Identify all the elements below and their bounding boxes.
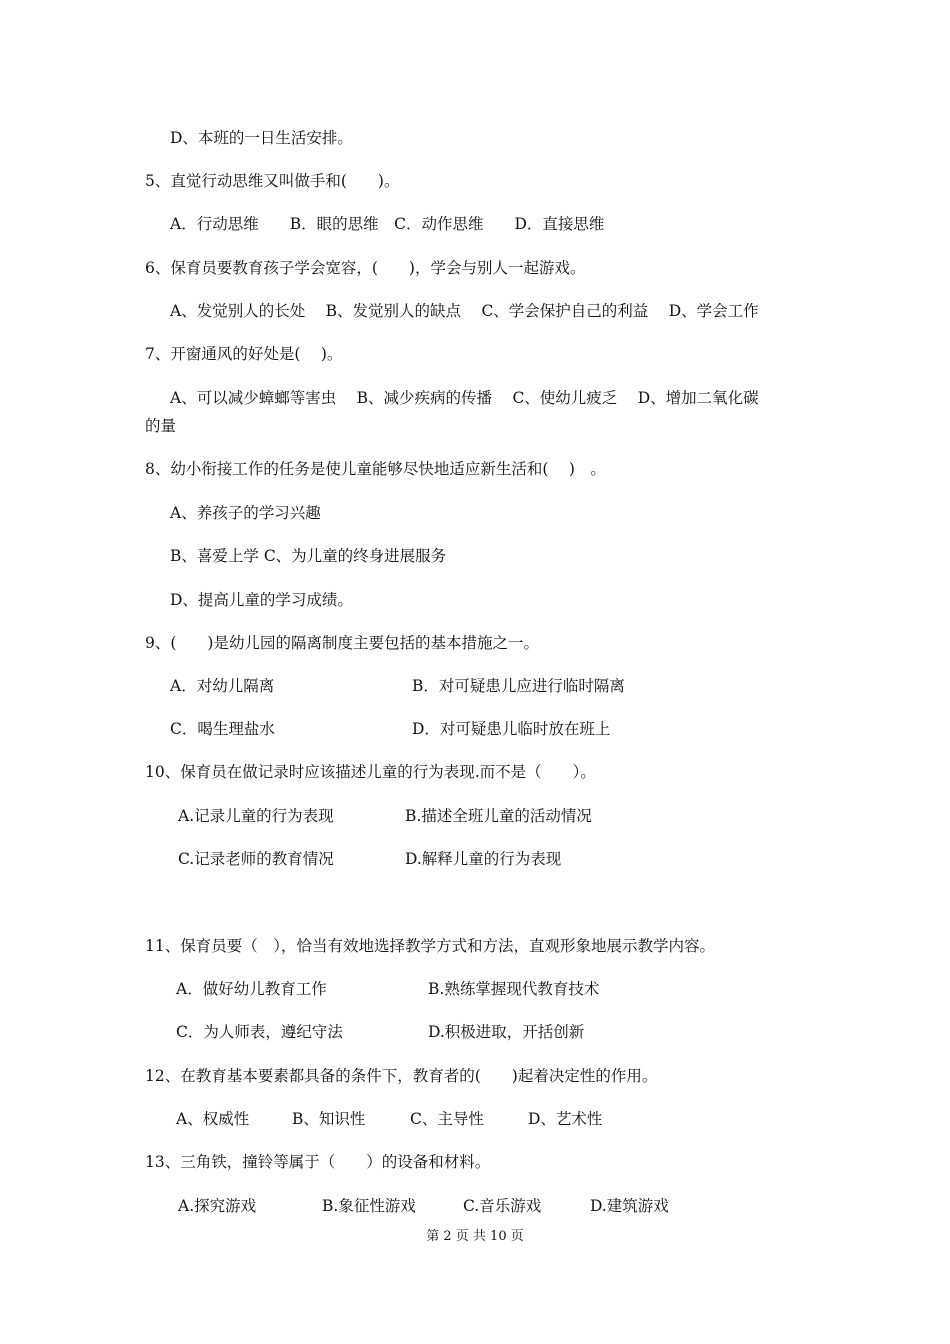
q13-option-a: A.探究游戏 <box>178 1197 257 1215</box>
question-8: 8、幼小衔接工作的任务是使儿童能够尽快地适应新生活和( ) 。 <box>145 460 606 478</box>
q5-options: A．行动思维 B．眼的思维 C．动作思维 D．直接思维 <box>170 215 605 233</box>
q11-option-d: D.积极进取，开括创新 <box>428 1023 585 1041</box>
q10-option-d: D.解释儿童的行为表现 <box>405 850 562 868</box>
q13-option-d: D.建筑游戏 <box>590 1197 669 1215</box>
q9-option-a: A．对幼儿隔离 <box>170 677 275 695</box>
q4-option-d: D、本班的一日生活安排。 <box>170 129 353 147</box>
question-5: 5、直觉行动思维又叫做手和( )。 <box>145 172 400 190</box>
q10-option-c: C.记录老师的教育情况 <box>178 850 334 868</box>
q8-option-bc: B、喜爱上学 C、为儿童的终身进展服务 <box>170 547 447 565</box>
q12-option-b: B、知识性 <box>292 1110 366 1128</box>
q11-option-c: C．为人师表，遵纪守法 <box>176 1023 343 1041</box>
q7-options-continued: 的量 <box>145 417 177 435</box>
q6-options: A、发觉别人的长处 B、发觉别人的缺点 C、学会保护自己的利益 D、学会工作 <box>170 302 759 320</box>
q11-option-b: B.熟练掌握现代教育技术 <box>428 980 600 998</box>
q10-option-b: B.描述全班儿童的活动情况 <box>405 807 592 825</box>
q10-option-a: A.记录儿童的行为表现 <box>178 807 334 825</box>
q9-option-c: C．喝生理盐水 <box>170 720 275 738</box>
q8-option-d: D、提高儿童的学习成绩。 <box>170 591 353 609</box>
q13-option-b: B.象征性游戏 <box>322 1197 416 1215</box>
q12-option-a: A、权威性 <box>176 1110 250 1128</box>
q7-options: A、可以减少蟑螂等害虫 B、减少疾病的传播 C、使幼儿疲乏 D、增加二氧化碳 <box>170 389 759 407</box>
question-11: 11、保育员要（ ），恰当有效地选择教学方式和方法，直观形象地展示教学内容。 <box>145 937 715 955</box>
q12-option-d: D、艺术性 <box>528 1110 603 1128</box>
q12-option-c: C、主导性 <box>410 1110 484 1128</box>
q11-option-a: A．做好幼儿教育工作 <box>176 980 327 998</box>
q13-option-c: C.音乐游戏 <box>463 1197 542 1215</box>
question-7: 7、开窗通风的好处是( )。 <box>145 345 343 363</box>
question-6: 6、保育员要教育孩子学会宽容，( )，学会与别人一起游戏。 <box>145 259 586 277</box>
question-9: 9、( )是幼儿园的隔离制度主要包括的基本措施之一。 <box>145 634 539 652</box>
page-number: 第 2 页 共 10 页 <box>426 1229 524 1244</box>
question-12: 12、在教育基本要素都具备的条件下，教育者的( )起着决定性的作用。 <box>145 1067 658 1085</box>
question-13: 13、三角铁，撞铃等属于（ ）的设备和材料。 <box>145 1153 491 1171</box>
q9-option-b: B．对可疑患儿应进行临时隔离 <box>412 677 625 695</box>
q8-option-a: A、养孩子的学习兴趣 <box>170 504 321 522</box>
q9-option-d: D．对可疑患儿临时放在班上 <box>412 720 611 738</box>
question-10: 10、保育员在做记录时应该描述儿童的行为表现.而不是（ ）。 <box>145 763 596 781</box>
